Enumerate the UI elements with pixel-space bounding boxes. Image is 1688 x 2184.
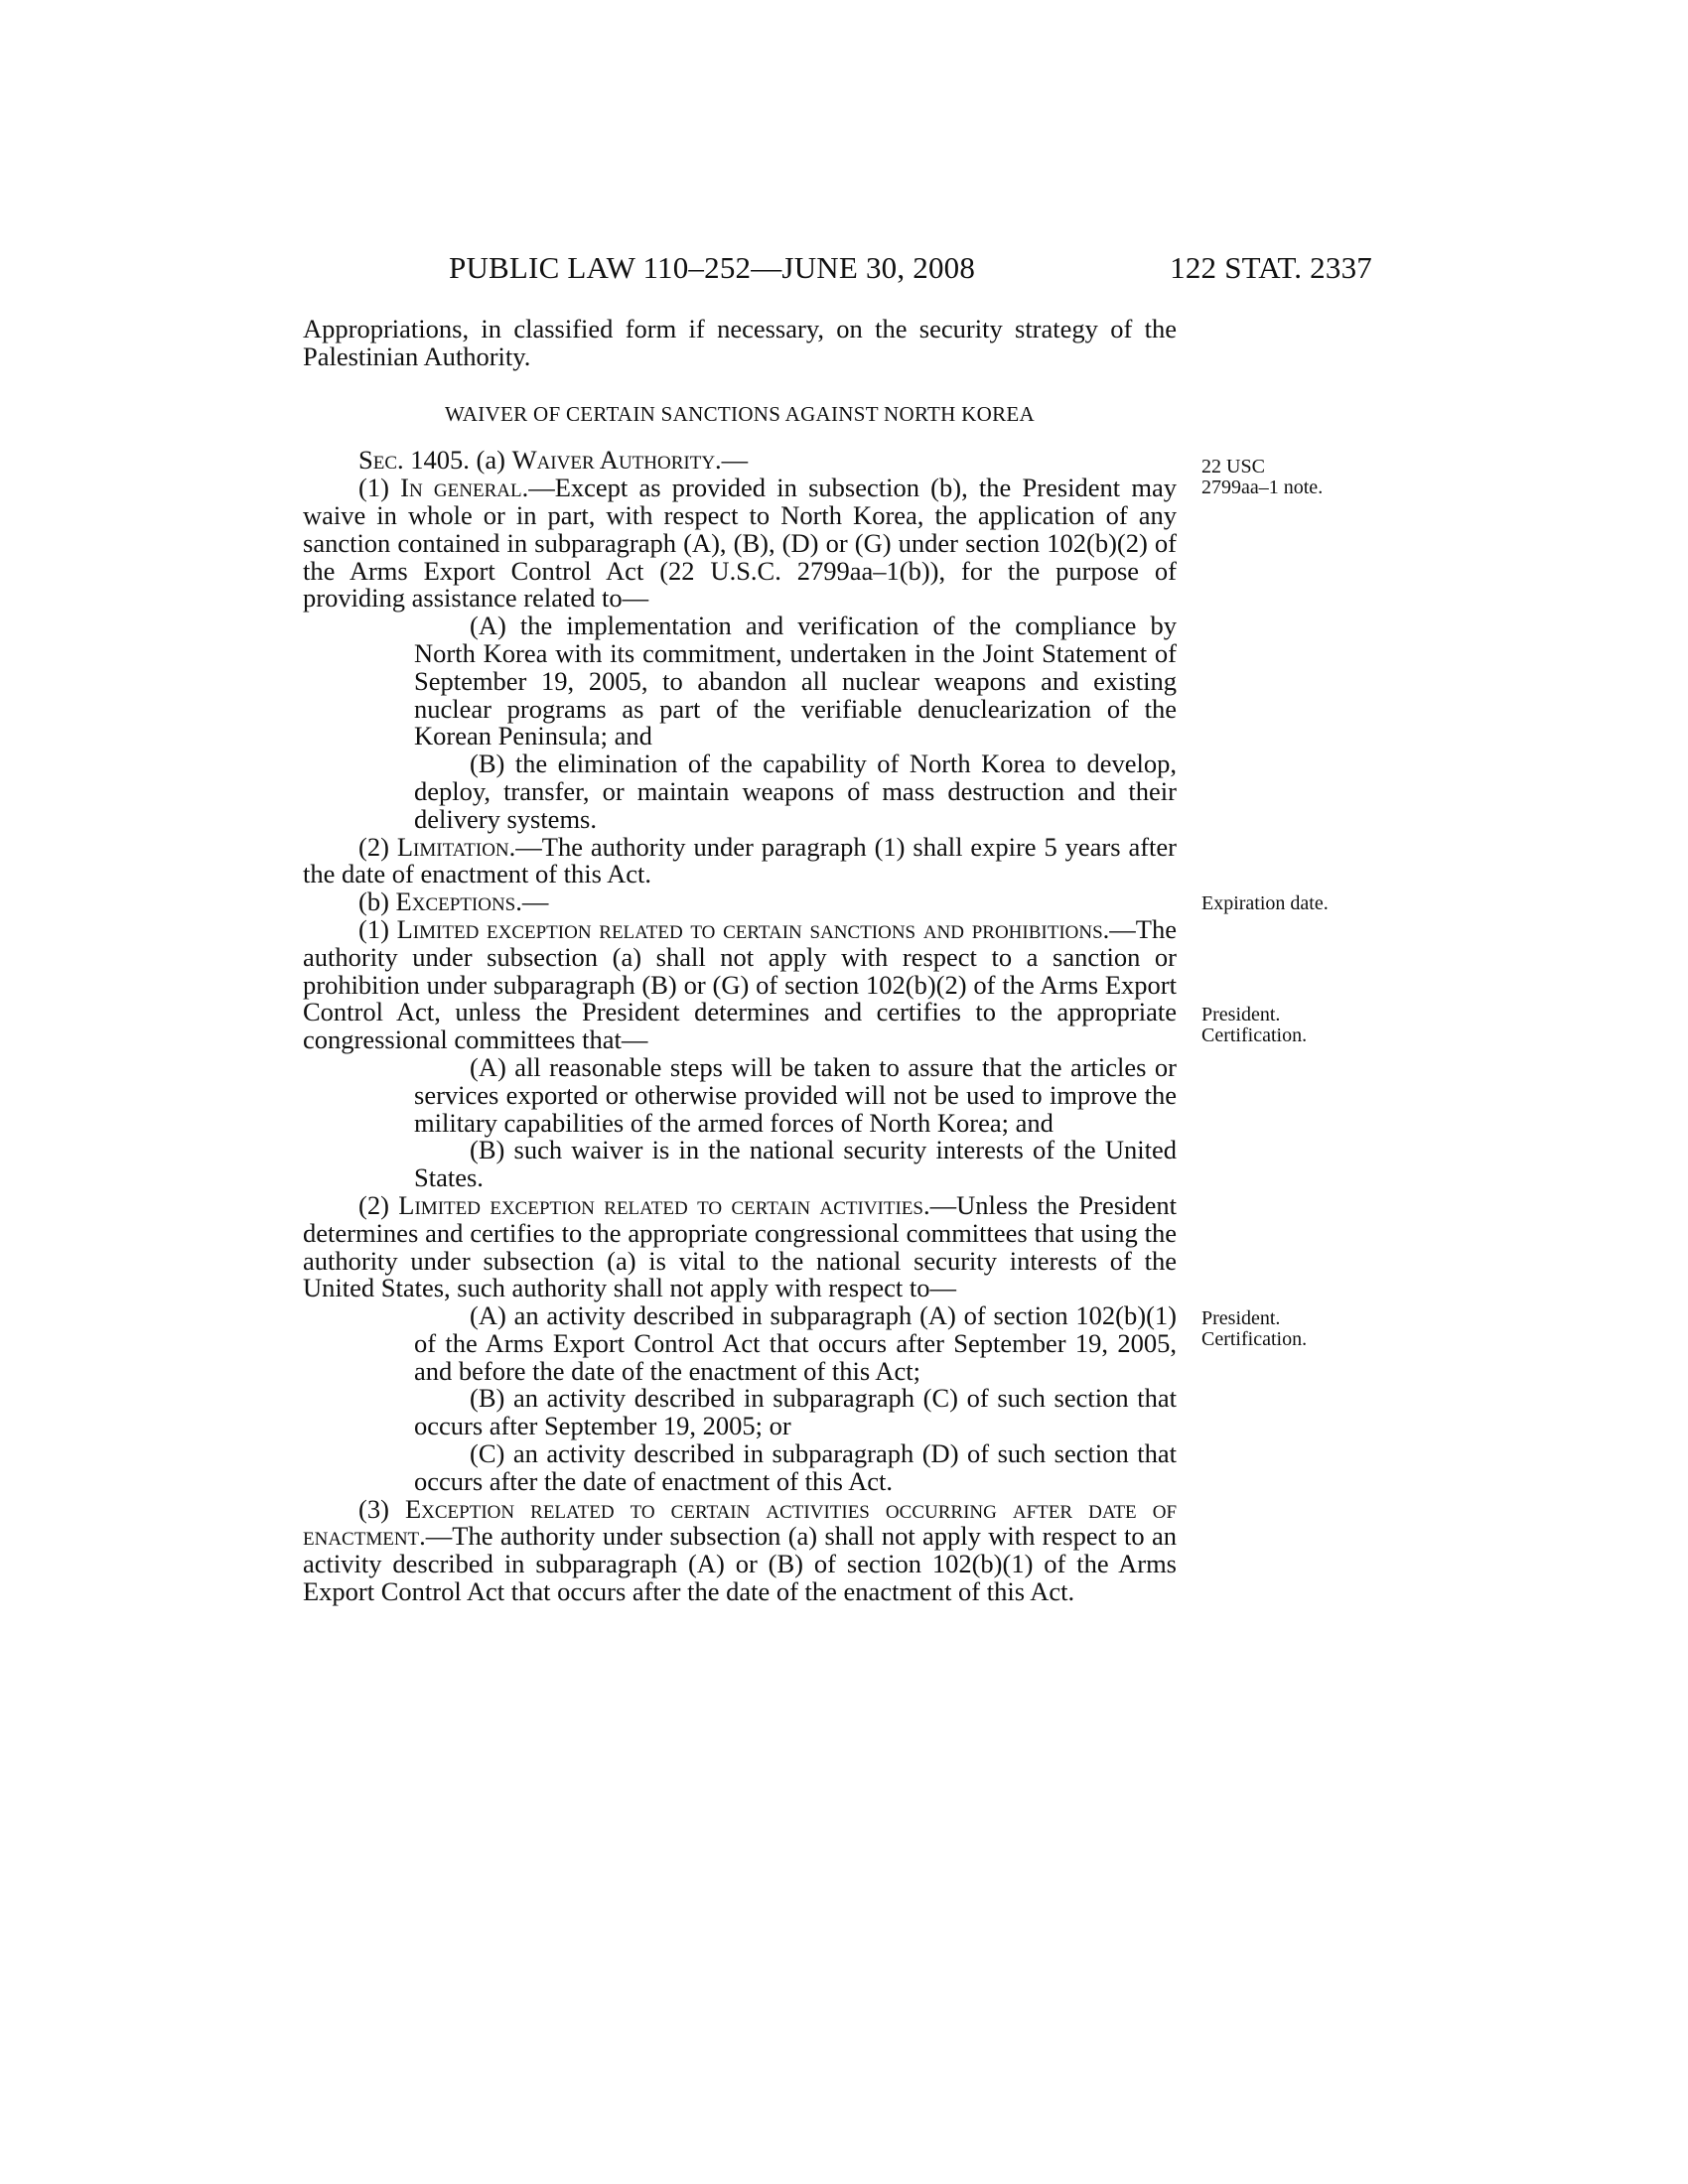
margin-note-usc	[1201, 457, 1380, 498]
paragraph-b3	[303, 1493, 1178, 1607]
subsection-a-number: (a)	[476, 445, 505, 476]
paragraph-a2	[303, 831, 1177, 889]
paragraph-a2-number: (2)	[358, 831, 389, 862]
paragraph-a1	[303, 475, 1177, 613]
paragraph-b1-number: (1)	[358, 913, 389, 944]
section-label: Sec. 1405.	[358, 445, 470, 476]
subparagraph-b2-A: (A) an activity described in subparagraph (A) of section 102(b)(1) of the Arms Export Control Act that occurs after September 19, 2005, and before the date of the enactment of this Act;	[414, 1300, 1177, 1386]
paragraph-a2-text: —The authority under paragraph (1) shall expire 5 years after the date of enactment of this Act.	[303, 831, 1177, 889]
margin-note-president-cert-1	[1201, 1005, 1380, 1046]
margin-note-expiration	[1201, 893, 1380, 914]
paragraph-b2	[303, 1189, 1178, 1303]
subparagraph-b1-B: (B) such waiver is in the national security interests of the United States.	[414, 1135, 1177, 1193]
subparagraph-a1-B: (B) the elimination of the capability of North Korea to develop, deploy, transfer, or maintain weapons of mass destruction and their delivery systems.	[414, 749, 1177, 834]
subparagraph-a1-A: (A) the implementation and verification of the compliance by North Korea with its commitment, undertaken in the Joint Statement of September 19, 2005, to abandon all nuclear weapons and existing nuclear programs as part of the verifiable denuclearization of the Korean Peninsula; and	[414, 611, 1177, 751]
paragraph-b3-number: (3)	[358, 1493, 389, 1524]
paragraph-b2-text: —Unless the President determines and certifies to the appropriate congressional committees that using the authority under subsection (a) is vital to the national security interests of the United States, such authority shall not apply with respect to—	[303, 1189, 1178, 1303]
header-stat-page: 122 STAT. 2337	[1170, 250, 1372, 285]
paragraph-a1-number: (1)	[358, 473, 389, 503]
subsection-b-heading	[303, 888, 1177, 916]
paragraph-a1-text: —Except as provided in subsection (b), the President may waive in whole or in part, with respect to North Korea, the application of any sanction contained in subparagraph (A), (B), (D) or (G) under section 102(b)(2) of the Arms Export Control Act (22 U.S.C. 2799aa–1(b)), for the purpose of providing assistance related to—	[303, 473, 1178, 614]
subparagraph-b1-A: (A) all reasonable steps will be taken to assure that the articles or services exported or otherwise provided will not be used to improve the military capabilities of the armed forces of North Korea; and	[414, 1051, 1177, 1138]
margin-note-certification-2: Certification.	[1201, 1328, 1308, 1350]
section-1405-a-heading	[303, 447, 1177, 475]
subsection-a-heading: Waiver Authority.	[511, 445, 722, 476]
paragraph-b1-text: —The authority under subsection (a) shall not apply with respect to a sanction or prohibition under subparagraph (B) or (G) of section 102(b)(2) of the Arms Export Control Act, unless the President determines and certifies to the appropriate congressional committees that—	[303, 913, 1177, 1055]
subparagraph-b2-B: (B) an activity described in subparagraph (C) of such section that occurs after September 19, 2005; or	[414, 1383, 1177, 1441]
margin-note-president-cert-2	[1201, 1308, 1380, 1350]
paragraph-b3-heading: Exception related to certain activities occurring after date of enactment.	[303, 1493, 1178, 1552]
paragraph-b2-heading: Limited exception related to certain activities.	[398, 1189, 930, 1220]
section-heading: WAIVER OF CERTAIN SANCTIONS AGAINST NORTH KOREA	[444, 401, 1036, 426]
subsection-b-number: (b)	[358, 887, 389, 917]
margin-note-president-2: President.	[1201, 1307, 1281, 1329]
paragraph-b3-text: —The authority under subsection (a) shall not apply with respect to an activity described in subparagraph (A) or (B) of section 102(b)(1) of the Arms Export Control Act that occurs after the date of the enactment of this Act.	[303, 1521, 1177, 1607]
margin-note-usc-line1: 22 USC	[1201, 456, 1265, 478]
margin-note-expiration-text: Expiration date.	[1201, 892, 1329, 914]
paragraph-a2-heading: Limitation.	[396, 831, 516, 862]
paragraph-b2-number: (2)	[358, 1189, 389, 1220]
paragraph-b1-heading: Limited exception related to certain sanctions and prohibitions.	[396, 913, 1110, 944]
subparagraph-b2-C: (C) an activity described in subparagraph (D) of such section that occurs after the date of enactment of this Act.	[414, 1438, 1177, 1496]
main-text-column	[303, 316, 1177, 1606]
carryover-paragraph: Appropriations, in classified form if necessary, on the security strategy of the Palestinian Authority.	[303, 314, 1177, 371]
subsection-b-dash: —	[521, 887, 549, 917]
paragraph-b1	[303, 913, 1177, 1055]
running-header	[449, 250, 1372, 290]
margin-note-certification-1: Certification.	[1201, 1024, 1308, 1046]
margin-note-president-1: President.	[1201, 1004, 1281, 1025]
paragraph-a1-heading: In general.	[400, 473, 529, 503]
margin-note-usc-line2: 2799aa–1 note.	[1201, 477, 1324, 498]
subsection-b-title: Exceptions.	[395, 887, 522, 917]
subsection-a-dash: —	[721, 445, 749, 476]
header-title: PUBLIC LAW 110–252—JUNE 30, 2008	[449, 250, 976, 285]
